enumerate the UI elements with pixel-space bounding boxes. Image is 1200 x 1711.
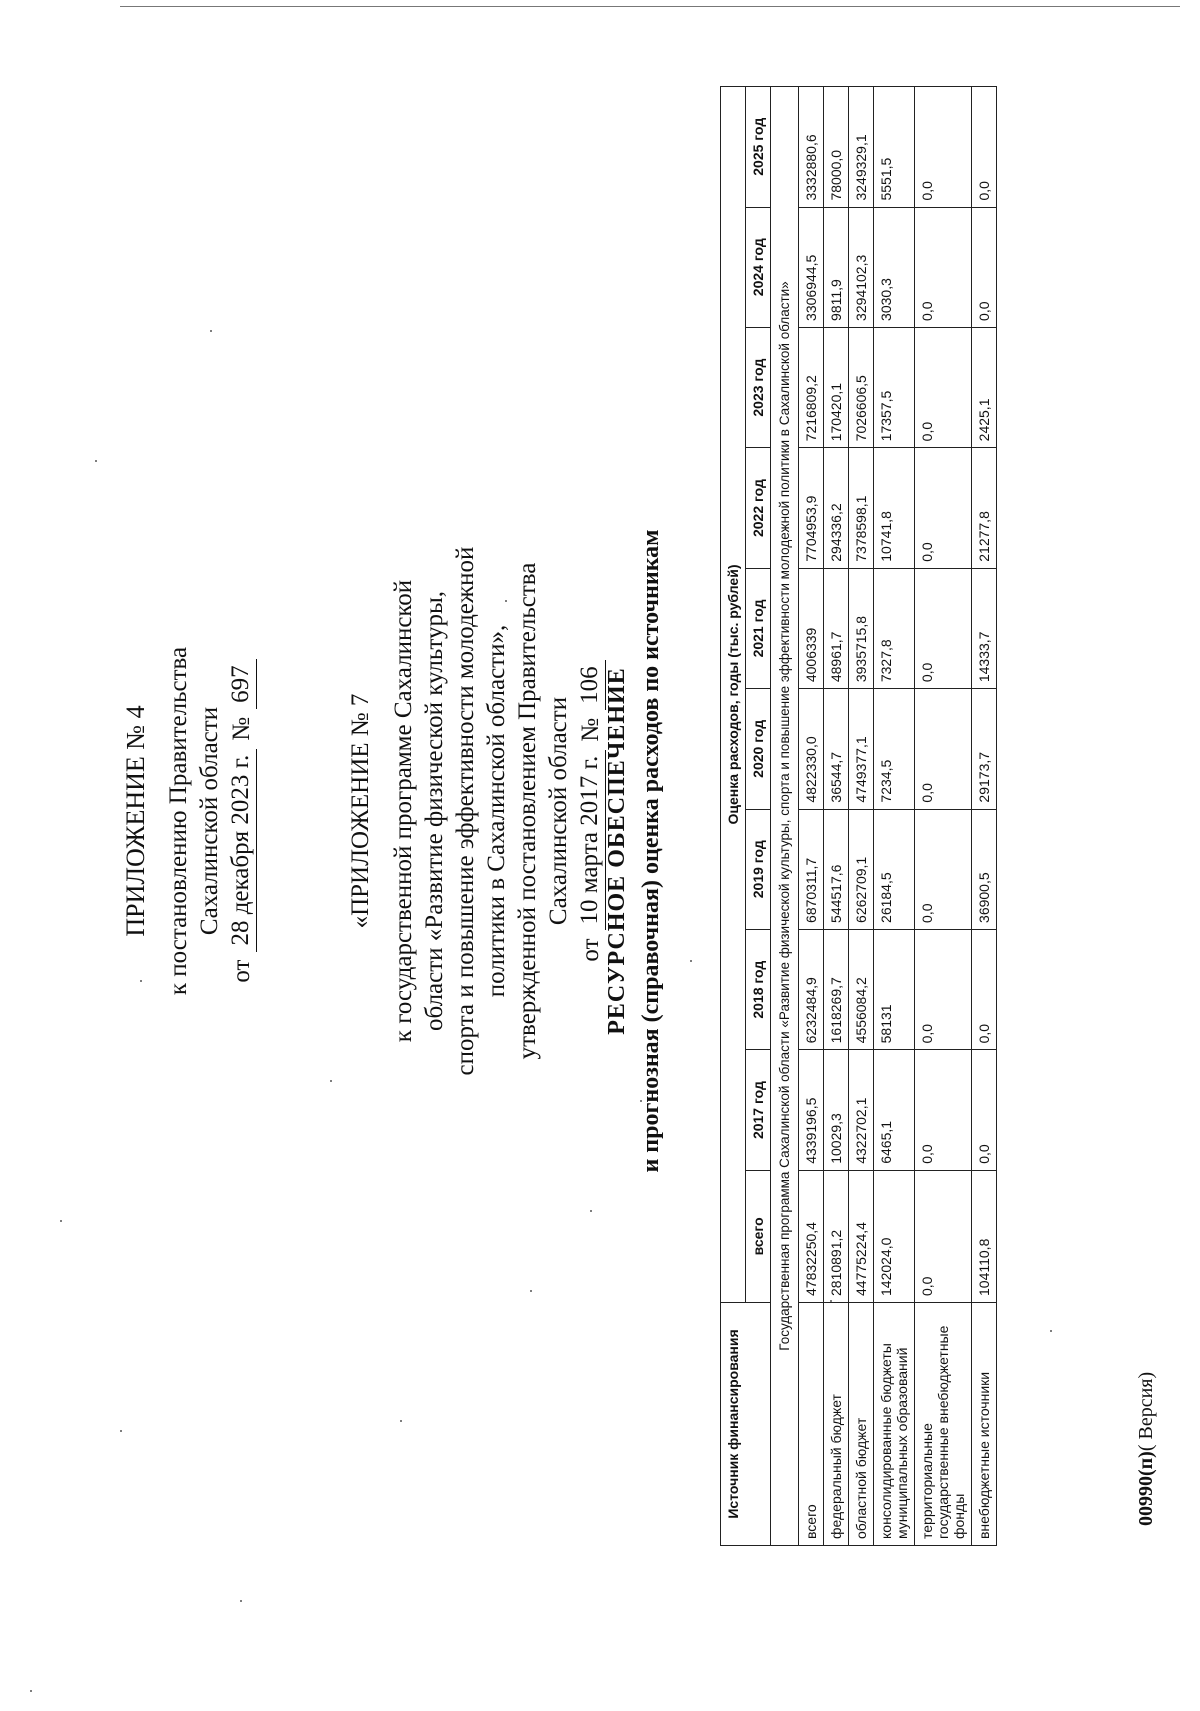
column-header: 2025 год	[746, 87, 771, 208]
cell: 0,0	[915, 809, 972, 929]
cell: 58131	[874, 929, 915, 1049]
cell: 10741,8	[874, 448, 915, 568]
cell: 170420,1	[824, 327, 849, 447]
cell: 7026606,5	[849, 327, 874, 447]
column-header: 2020 год	[746, 689, 771, 809]
cell: 4749377,1	[849, 689, 874, 809]
cell: 2425,1	[972, 327, 997, 447]
cell: 0,0	[972, 1050, 997, 1170]
cell: 44775224,4	[849, 1170, 874, 1302]
row-source: консолидированные бюджеты муниципальных образований	[874, 1303, 915, 1546]
cell: 7234,5	[874, 689, 915, 809]
number-label: №	[577, 717, 604, 742]
decree-header	[120, 551, 257, 1091]
column-header: 2018 год	[746, 929, 771, 1049]
cell: 6870311,7	[799, 809, 824, 929]
from-label: от	[228, 959, 255, 983]
table-row	[972, 87, 997, 1546]
cell: 4556084,2	[849, 929, 874, 1049]
column-header: 2023 год	[746, 327, 771, 447]
cell: 0,0	[915, 689, 972, 809]
cell: 9811,9	[824, 207, 849, 327]
cell: 3030,3	[874, 207, 915, 327]
cell: 47832250,4	[799, 1170, 824, 1302]
cell: 7378598,1	[849, 448, 874, 568]
cell: 5551,5	[874, 87, 915, 208]
cell: 26184,5	[874, 809, 915, 929]
cell: 0,0	[915, 929, 972, 1049]
row-source: областной бюджет	[849, 1303, 874, 1546]
appendix-7-line: утвержденной постановлением Правительства	[514, 562, 541, 1060]
row-source: федеральный бюджет	[824, 1303, 849, 1546]
document-code: 00990(п)	[1135, 1451, 1157, 1526]
cell: 3306944,5	[799, 207, 824, 327]
cell: 3294102,3	[849, 207, 874, 327]
program-row: Государственная программа Сахалинской области «Развитие физической культуры, спорта и повышение эффективности молодежной политики в Сахалинской области»	[771, 87, 799, 1546]
cell: 3935715,8	[849, 568, 874, 688]
document-title	[600, 251, 668, 1451]
number-label: №	[228, 716, 255, 741]
cell: 0,0	[972, 929, 997, 1049]
column-header: 2022 год	[746, 448, 771, 568]
cell: 36544,7	[824, 689, 849, 809]
program-number: 106	[574, 660, 606, 710]
program-date: 10 марта 2017 г.	[574, 750, 606, 931]
cell: 0,0	[915, 448, 972, 568]
source-header: Источник финансирования	[721, 1303, 771, 1546]
row-source: внебюджетные источники	[972, 1303, 997, 1546]
cell: 0,0	[915, 327, 972, 447]
decree-date-row	[225, 551, 257, 1091]
cell: 4339196,5	[799, 1050, 824, 1170]
table-row	[874, 87, 915, 1546]
cell: 7704953,9	[799, 448, 824, 568]
cell: 29173,7	[972, 689, 997, 809]
appendix-7-line: области «Развитие физической культуры,	[421, 591, 448, 1032]
cell: 6465,1	[874, 1050, 915, 1170]
cell: 48961,7	[824, 568, 849, 688]
document-version: ( Версия)	[1135, 1371, 1157, 1452]
cell: 294336,2	[824, 448, 849, 568]
cell: 10029,3	[824, 1050, 849, 1170]
document-title-line1: РЕСУРСНОЕ ОБЕСПЕЧЕНИЕ	[604, 667, 630, 1035]
cell: 17357,5	[874, 327, 915, 447]
decree-number: 697	[225, 659, 257, 709]
table-row	[849, 87, 874, 1546]
cell: 7216809,2	[799, 327, 824, 447]
appendix-7-block	[345, 531, 606, 1091]
cell: 0,0	[915, 207, 972, 327]
cell: 4822330,0	[799, 689, 824, 809]
row-source: всего	[799, 1303, 824, 1546]
column-header: 2017 год	[746, 1050, 771, 1170]
appendix-4-title: ПРИЛОЖЕНИЕ № 4	[121, 705, 150, 937]
cell: 4006339	[799, 568, 824, 688]
cell: 0,0	[915, 568, 972, 688]
estimate-header: Оценка расходов, годы (тыс. рублей)	[721, 87, 746, 1303]
cell: 142024,0	[874, 1170, 915, 1302]
cell: 6232484,9	[799, 929, 824, 1049]
cell: 544517,6	[824, 809, 849, 929]
table-row	[915, 87, 972, 1546]
cell: 3249329,1	[849, 87, 874, 208]
table-row	[824, 87, 849, 1546]
cell: 14333,7	[972, 568, 997, 688]
cell: 104110,8	[972, 1170, 997, 1302]
cell: 78000,0	[824, 87, 849, 208]
appendix-7-line: к государственной программе Сахалинской	[390, 579, 417, 1043]
to-decree-line1: к постановлению Правительства	[165, 646, 192, 996]
column-header: 2021 год	[746, 568, 771, 688]
from-label: от	[577, 938, 604, 962]
document-title-line2: и прогнозная (справочная) оценка расходов по источникам	[638, 529, 664, 1173]
cell: 0,0	[972, 87, 997, 208]
cell: 36900,5	[972, 809, 997, 929]
cell: 0,0	[915, 87, 972, 208]
to-decree-line2: Сахалинской области	[196, 706, 223, 936]
appendix-7-line: политики в Сахалинской области»,	[483, 624, 510, 998]
column-header: всего	[746, 1170, 771, 1302]
cell: 0,0	[972, 207, 997, 327]
row-source: территориальные государственные внебюджетные фонды	[915, 1303, 972, 1546]
appendix-7-line: спорта и повышение эффективности молодежной	[452, 546, 479, 1076]
cell: 0,0	[915, 1170, 972, 1302]
appendix-7-line: Сахалинской области	[545, 696, 572, 926]
decree-date: 28 декабря 2023 г.	[225, 749, 257, 952]
resource-table	[720, 86, 997, 1546]
cell: 0,0	[915, 1050, 972, 1170]
column-header: 2024 год	[746, 207, 771, 327]
cell: 1618269,7	[824, 929, 849, 1049]
column-header: 2019 год	[746, 809, 771, 929]
cell: 7327,8	[874, 568, 915, 688]
cell: 4322702,1	[849, 1050, 874, 1170]
table-row	[799, 87, 824, 1546]
cell: 21277,8	[972, 448, 997, 568]
cell: 2810891,2	[824, 1170, 849, 1302]
appendix-7-title: «ПРИЛОЖЕНИЕ № 7	[347, 693, 374, 929]
document-footer	[1135, 1372, 1158, 1526]
cell: 6262709,1	[849, 809, 874, 929]
cell: 3332880,6	[799, 87, 824, 208]
